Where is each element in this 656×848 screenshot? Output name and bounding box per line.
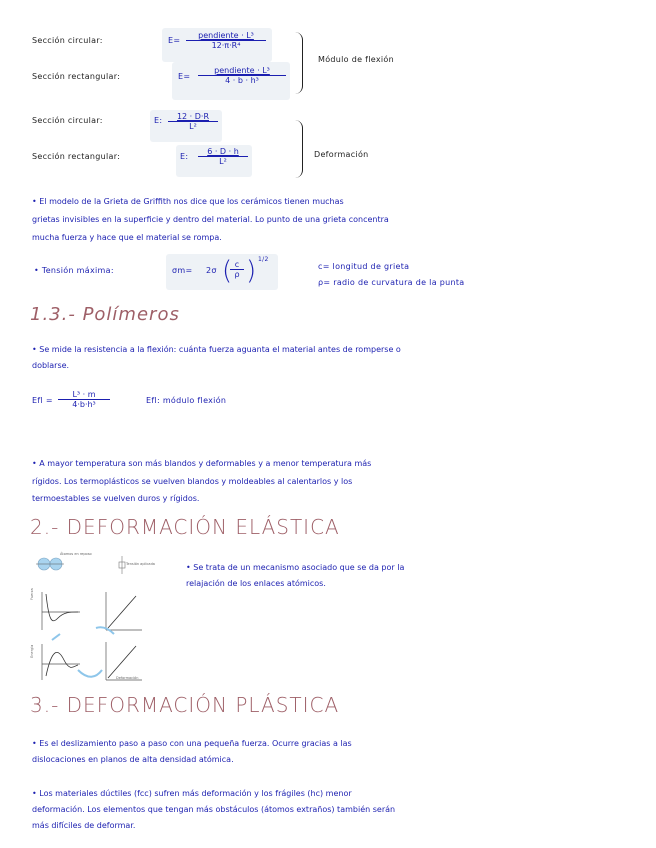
flexion-brace xyxy=(292,32,303,94)
tension-paren-right: ) xyxy=(246,256,257,286)
deform-circular-den: L² xyxy=(189,122,197,131)
figure-label-top-left: Átomos en reposo xyxy=(60,552,92,556)
deform-rect-den: L² xyxy=(219,157,227,166)
griffith-line-2: grietas invisibles en la superficie y dentro del material. Lo punto de una grieta concentra xyxy=(32,215,389,224)
deform-circular-num: 12 · D·R xyxy=(168,112,218,122)
deform-rect-lhs: E: xyxy=(180,152,189,161)
plastica-p1-line-2: dislocaciones en planos de alta densidad atómica. xyxy=(32,755,234,764)
flexion-circular-lhs: E= xyxy=(168,36,181,45)
elastica-line-1: • Se trata de un mecanismo asociado que se da por la xyxy=(186,563,405,572)
polimeros-intro-2: doblarse. xyxy=(32,361,70,370)
flexion-rect-fraction xyxy=(198,66,286,85)
elastica-heading: 2.- DEFORMACIÓN ELÁSTICA xyxy=(30,515,340,539)
elastica-line-2: relajación de los enlaces atómicos. xyxy=(186,579,326,588)
elastica-figure xyxy=(30,552,165,682)
tension-den: ρ xyxy=(234,270,240,279)
flexion-rect-den: 4 · b · h³ xyxy=(225,76,259,85)
flexion-rect-lhs: E= xyxy=(178,72,191,81)
flexion-circular-label: Sección circular: xyxy=(32,36,103,45)
tension-fraction xyxy=(230,260,244,279)
polimeros-intro-1: • Se mide la resistencia a la flexión: cuánta fuerza aguanta el material antes de romperse o xyxy=(32,345,401,354)
figure-label-top-right: Tensión aplicada xyxy=(126,562,155,566)
polimeros-heading: 1.3.- Polímeros xyxy=(30,304,180,325)
plastica-p2-line-2: deformación. Los elementos que tengan más obstáculos (átomos extraños) también serán xyxy=(32,805,396,814)
plastica-p1-line-1: • Es el deslizamiento paso a paso con una pequeña fuerza. Ocurre gracias a las xyxy=(32,739,352,748)
figure-label-axis-bottom: Deformación xyxy=(116,676,139,680)
deform-group-label: Deformación xyxy=(314,150,369,159)
deform-circular-lhs: E: xyxy=(154,116,163,125)
tension-def-p: ρ= radio de curvatura de la punta xyxy=(318,278,465,287)
plastica-p2-line-3: más difíciles de deformar. xyxy=(32,821,136,830)
polimeros-temp-1: • A mayor temperatura son más blandos y deformables y a menor temperatura más xyxy=(32,459,372,468)
polimeros-formula-def: Efl: módulo flexión xyxy=(146,396,227,405)
deform-rect-fraction xyxy=(198,147,248,166)
flexion-group-label: Módulo de flexión xyxy=(318,55,394,64)
plastica-p2-line-1: • Los materiales dúctiles (fcc) sufren más deformación y los frágiles (hc) menor xyxy=(32,789,352,798)
deform-rect-label: Sección rectangular: xyxy=(32,152,121,161)
flexion-rect-label: Sección rectangular: xyxy=(32,72,121,81)
plastica-heading: 3.- DEFORMACIÓN PLÁSTICA xyxy=(30,693,340,717)
flexion-rect-num: pendiente · L³ xyxy=(198,66,286,76)
elastica-diagram-svg xyxy=(30,552,165,682)
flexion-circular-fraction xyxy=(186,31,266,50)
polimeros-temp-3: termoestables se vuelven duros y rígidos. xyxy=(32,494,200,503)
tension-coef: 2σ xyxy=(206,266,217,275)
polimeros-formula-num: L³ · m xyxy=(58,390,110,400)
deform-circular-label: Sección circular: xyxy=(32,116,103,125)
deform-rect-num: 6 · D · h xyxy=(198,147,248,157)
figure-label-axis-2: Energía xyxy=(30,644,34,658)
tension-exp: 1/2 xyxy=(258,256,269,263)
tension-num: c xyxy=(230,260,244,270)
deform-circular-fraction xyxy=(168,112,218,131)
griffith-line-1: • El modelo de la Grieta de Griffith nos dice que los cerámicos tienen muchas xyxy=(32,197,344,206)
polimeros-formula-lhs: Efl = xyxy=(32,396,53,405)
griffith-line-3: mucha fuerza y hace que el material se rompa. xyxy=(32,233,222,242)
polimeros-temp-2: rígidos. Los termoplásticos se vuelven blandos y moldeables al calentarlos y los xyxy=(32,477,353,486)
figure-label-axis-1: Fuerza xyxy=(30,588,34,600)
flexion-circular-num: pendiente · L³ xyxy=(186,31,266,41)
tension-label: • Tensión máxima: xyxy=(34,266,114,275)
polimeros-formula-den: 4·b·h³ xyxy=(72,400,96,409)
tension-lhs: σm= xyxy=(172,266,193,275)
tension-paren-left: ( xyxy=(222,256,233,286)
polimeros-formula-fraction xyxy=(58,390,110,409)
tension-def-c: c= longitud de grieta xyxy=(318,262,410,271)
deform-brace xyxy=(292,120,303,178)
flexion-circular-den: 12·π·R⁴ xyxy=(211,41,241,50)
